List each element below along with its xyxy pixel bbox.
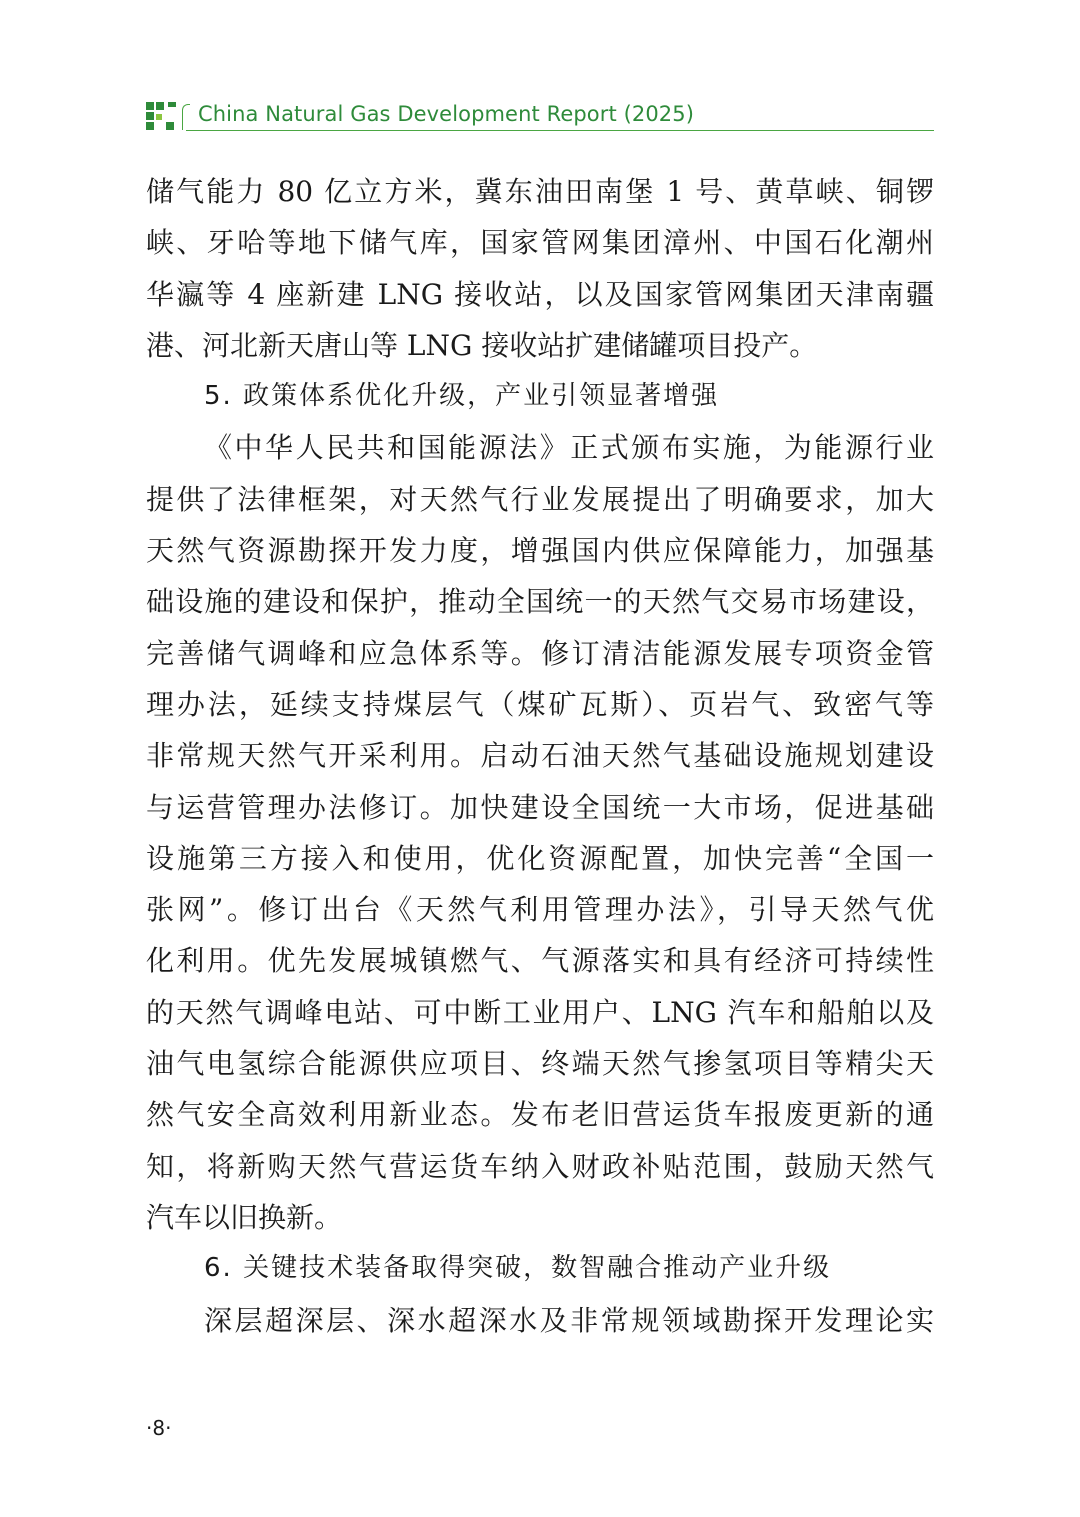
section-heading: 6. 关键技术装备取得突破，数智融合推动产业升级 — [204, 1253, 832, 1284]
text-line: 的天然气调峰电站、可中断工业用户、LNG 汽车和船舶以及 — [146, 995, 934, 1029]
text-line: 设施第三方接入和使用，优化资源配置，加快完善“全国一 — [146, 841, 934, 875]
text-line: 础设施的建设和保护，推动全国统一的天然气交易市场建设， — [146, 585, 934, 619]
text-line: 深层超深层、深水超深水及非常规领域勘探开发理论实 — [204, 1303, 934, 1337]
header-rule — [186, 130, 934, 131]
page-number: ·8· — [146, 1416, 172, 1440]
text-line: 港、河北新天唐山等 LNG 接收站扩建储罐项目投产。 — [146, 328, 818, 362]
header-bracket-decoration — [182, 104, 190, 130]
text-line: 与运营管理办法修订。加快建设全国统一大市场，促进基础 — [146, 790, 934, 824]
running-header — [146, 100, 934, 134]
text-line: 非常规天然气开采利用。启动石油天然气基础设施规划建设 — [146, 739, 934, 773]
text-line: 知，将新购天然气营运货车纳入财政补贴范围，鼓励天然气 — [146, 1149, 934, 1183]
report-title: China Natural Gas Development Report (2025) — [198, 102, 695, 126]
text-line: 储气能力 80 亿立方米，冀东油田南堡 1 号、黄草峡、铜锣 — [146, 175, 934, 208]
text-line: 《中华人民共和国能源法》正式颁布实施，为能源行业 — [204, 431, 934, 465]
text-line: 张网”。修订出台《天然气利用管理办法》，引导天然气优 — [146, 893, 934, 927]
green-pixel-logo-icon — [146, 102, 176, 130]
text-line: 峡、牙哈等地下储气库，国家管网集团漳州、中国石化潮州 — [146, 226, 934, 260]
text-line: 完善储气调峰和应急体系等。修订清洁能源发展专项资金管 — [146, 636, 934, 670]
text-line: 油气电氢综合能源供应项目、终端天然气掺氢项目等精尖天 — [146, 1047, 934, 1081]
section-heading: 5. 政策体系优化升级，产业引领显著增强 — [204, 381, 720, 412]
text-line: 然气安全高效利用新业态。发布老旧营运货车报废更新的通 — [146, 1098, 934, 1132]
body-text — [146, 166, 934, 1346]
text-line: 天然气资源勘探开发力度，增强国内供应保障能力，加强基 — [146, 534, 934, 568]
text-line: 华瀛等 4 座新建 LNG 接收站，以及国家管网集团天津南疆 — [146, 277, 934, 311]
text-line: 汽车以旧换新。 — [146, 1200, 343, 1234]
text-line: 理办法，延续支持煤层气（煤矿瓦斯）、页岩气、致密气等 — [146, 687, 934, 721]
text-line: 提供了法律框架，对天然气行业发展提出了明确要求，加大 — [146, 482, 934, 516]
text-line: 化利用。优先发展城镇燃气、气源落实和具有经济可持续性 — [146, 944, 934, 978]
